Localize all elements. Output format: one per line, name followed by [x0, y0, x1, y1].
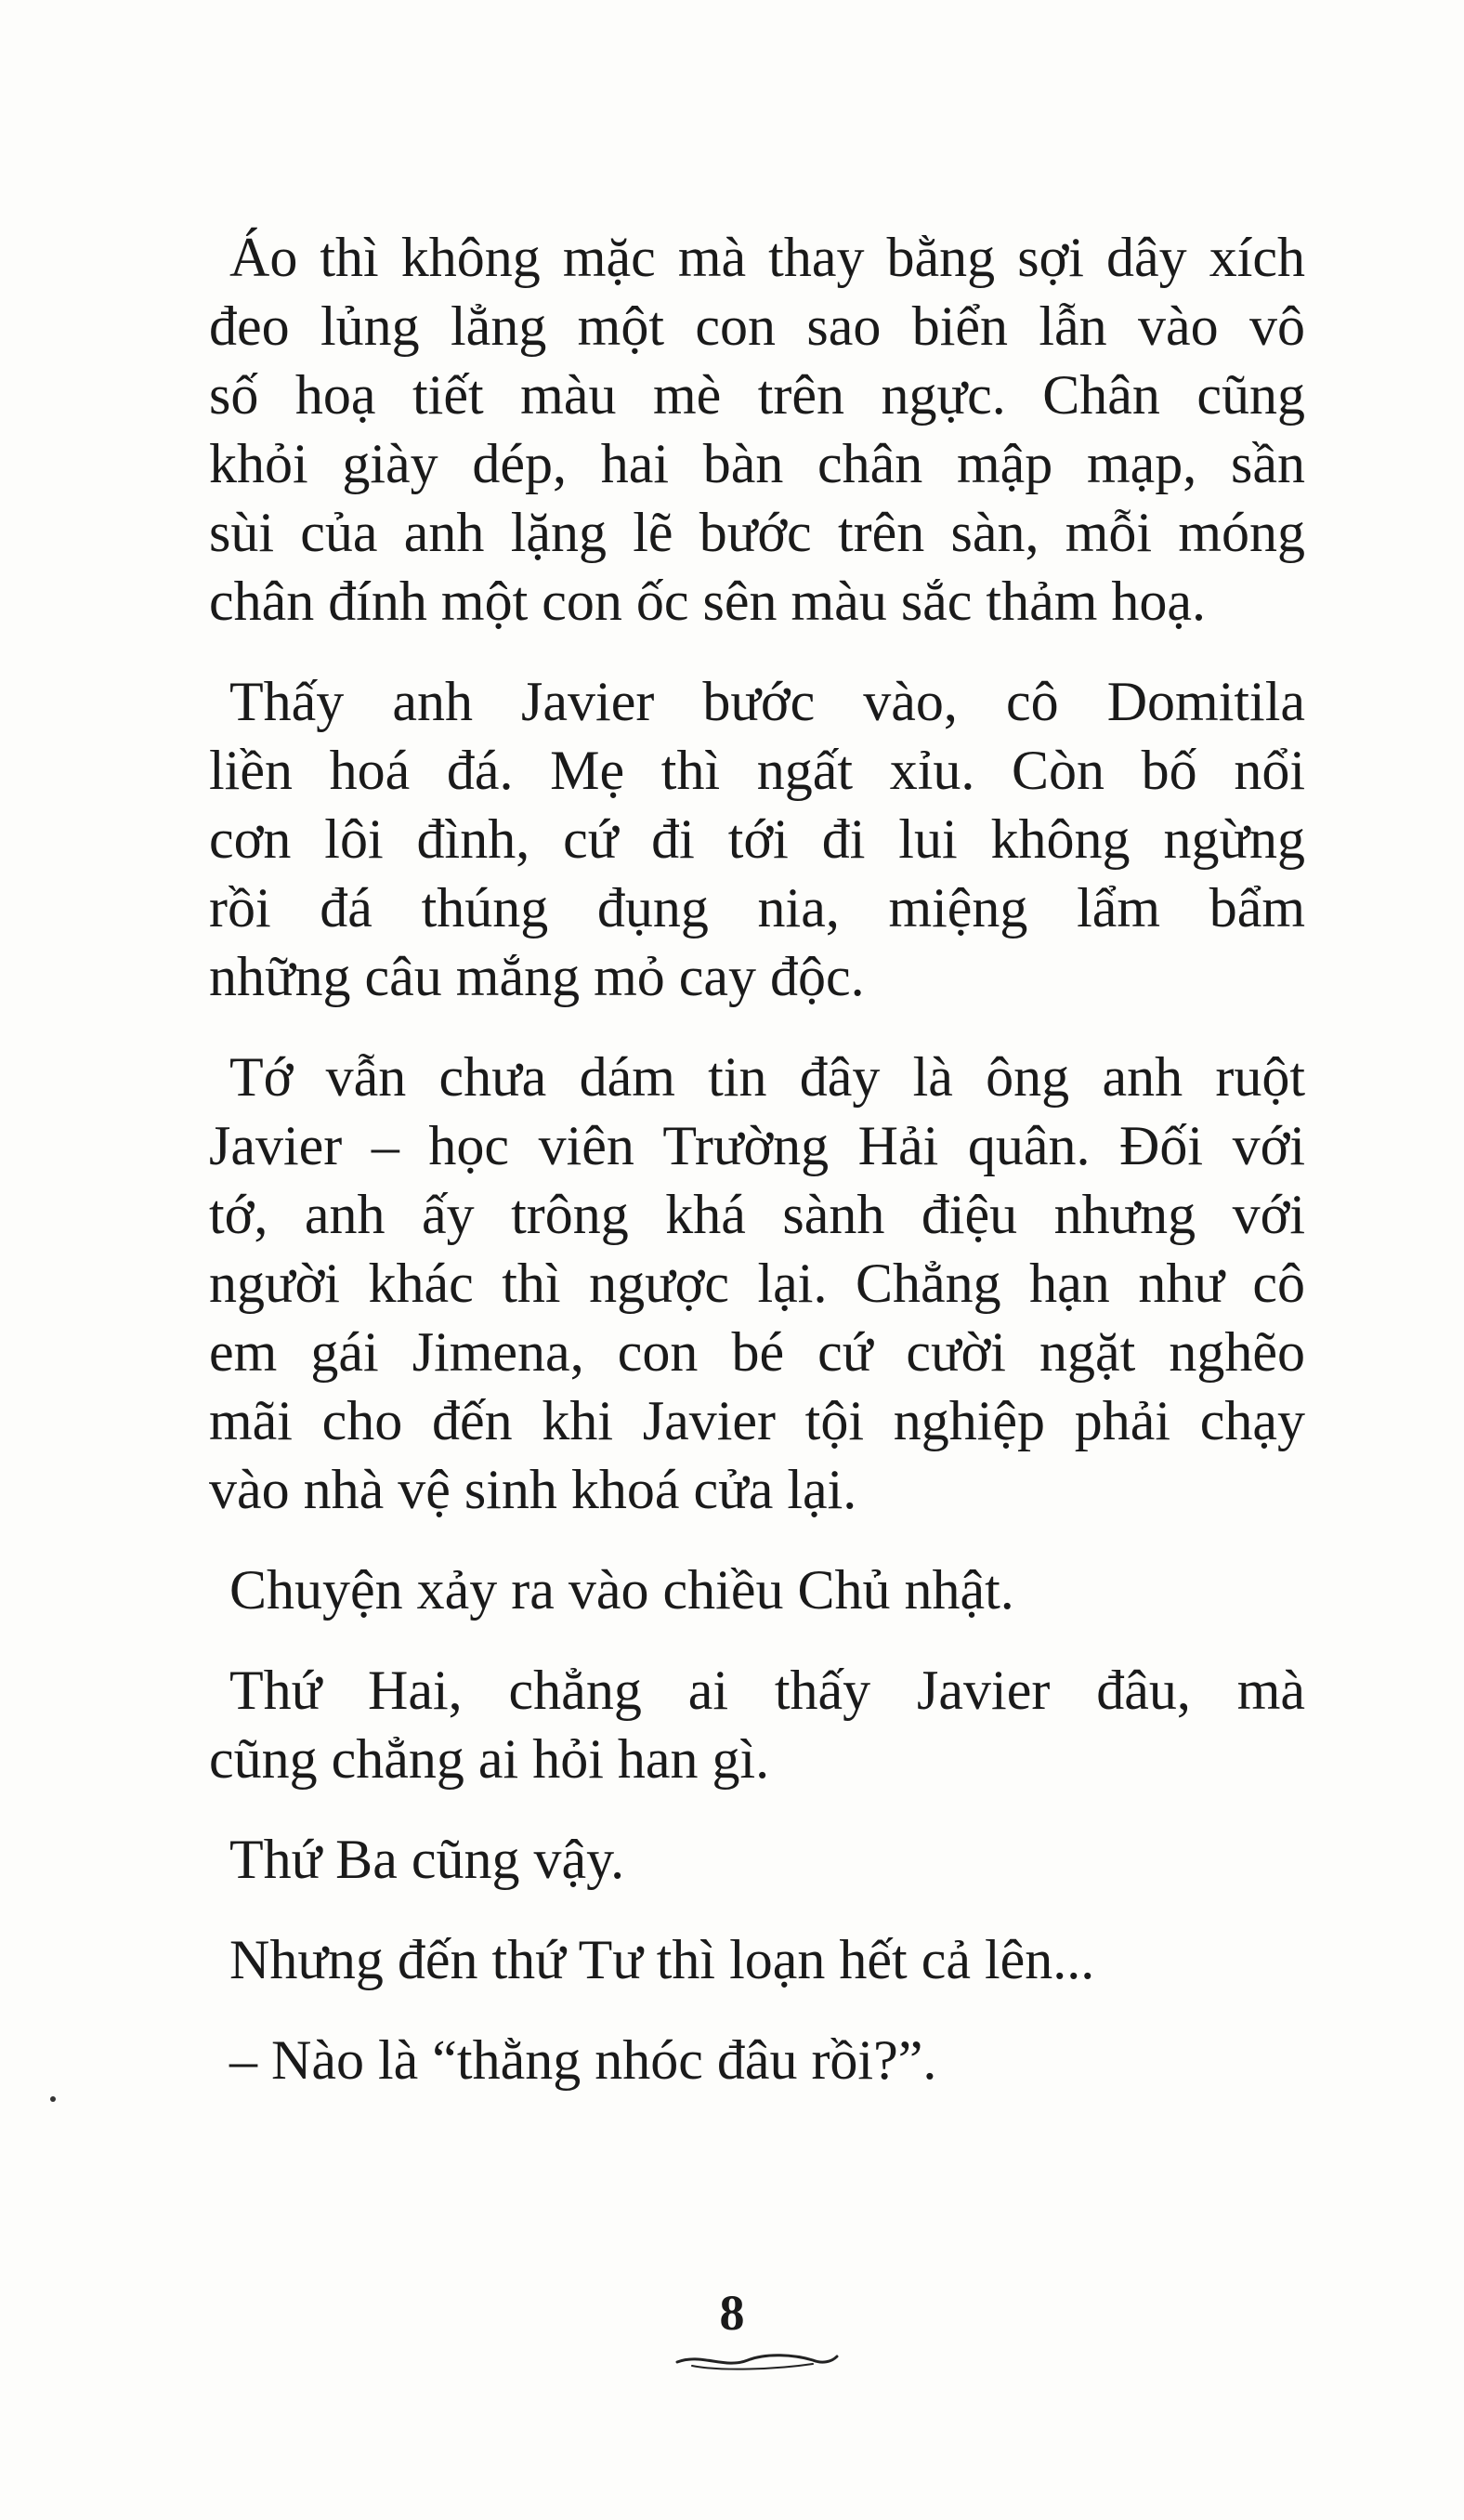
- paragraph: [209, 1555, 1305, 1624]
- text-line: khỏi giày dép, hai bàn chân mập mạp, sần: [209, 433, 1305, 494]
- paragraph: [209, 1656, 1305, 1793]
- text-line: Thứ Ba cũng vậy.: [229, 1829, 625, 1890]
- text-line: em gái Jimena, con bé cứ cười ngặt nghẽo: [209, 1321, 1305, 1383]
- paragraph: [209, 223, 1305, 636]
- text-line: tớ, anh ấy trông khá sành điệu nhưng với: [209, 1184, 1305, 1245]
- text-line: liền hoá đá. Mẹ thì ngất xỉu. Còn bố nổi: [209, 740, 1305, 801]
- text-line: Áo thì không mặc mà thay bằng sợi dây xích: [229, 227, 1305, 288]
- text-line: đeo lủng lẳng một con sao biển lẫn vào vô: [209, 295, 1305, 357]
- paragraph: [209, 1043, 1305, 1524]
- text-line: sùi của anh lặng lẽ bước trên sàn, mỗi móng: [209, 502, 1305, 563]
- paragraph: [209, 1825, 1305, 1894]
- text-line: Chuyện xảy ra vào chiều Chủ nhật.: [229, 1559, 1014, 1621]
- text-line: Nhưng đến thứ Tư thì loạn hết cả lên...: [229, 1929, 1095, 1990]
- paragraph: [209, 2026, 1305, 2094]
- print-speck: [50, 2096, 56, 2102]
- text-line: Javier – học viên Trường Hải quân. Đối với: [209, 1115, 1305, 1176]
- body-text: [209, 223, 1305, 2126]
- page-number-flourish-ornament: [673, 2349, 841, 2373]
- text-line: Thứ Hai, chẳng ai thấy Javier đâu, mà: [229, 1660, 1305, 1721]
- text-line: vào nhà vệ sinh khoá cửa lại.: [209, 1459, 857, 1520]
- text-line: cũng chẳng ai hỏi han gì.: [209, 1728, 770, 1790]
- text-line: số hoạ tiết màu mè trên ngực. Chân cũng: [209, 364, 1305, 426]
- text-line: – Nào là “thằng nhóc đâu rồi?”.: [229, 2029, 937, 2091]
- text-line: chân đính một con ốc sên màu sắc thảm hoạ.: [209, 571, 1207, 632]
- paragraph: [209, 1925, 1305, 1994]
- text-line: rồi đá thúng đụng nia, miệng lẩm bẩm: [209, 877, 1305, 938]
- text-line: Thấy anh Javier bước vào, cô Domitila: [229, 671, 1305, 732]
- text-line: Tớ vẫn chưa dám tin đây là ông anh ruột: [229, 1046, 1305, 1108]
- page-number: 8: [719, 2285, 745, 2341]
- text-line: mãi cho đến khi Javier tội nghiệp phải chạy: [209, 1390, 1305, 1451]
- text-line: cơn lôi đình, cứ đi tới đi lui không ngừng: [209, 808, 1305, 870]
- text-line: người khác thì ngược lại. Chẳng hạn như cô: [209, 1253, 1305, 1314]
- paragraph: [209, 667, 1305, 1011]
- text-line: những câu mắng mỏ cay độc.: [209, 946, 865, 1007]
